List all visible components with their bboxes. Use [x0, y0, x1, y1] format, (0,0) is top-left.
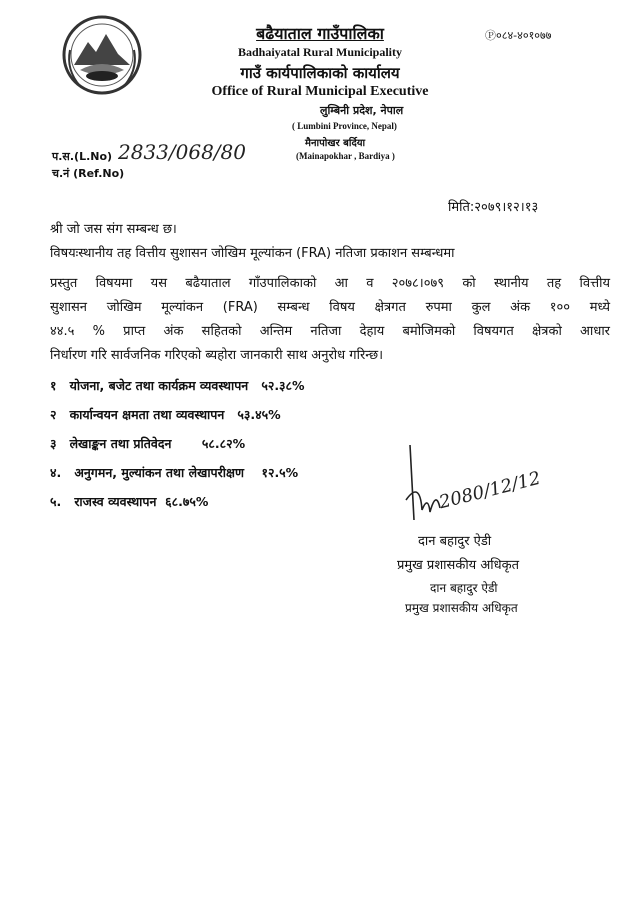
reference-number-label: च.नं (Ref.No)	[52, 167, 125, 180]
list-item	[50, 435, 245, 452]
letter-number-label: प.स.(L.No)	[52, 150, 113, 163]
body-line-3: ४४.५ % प्राप्त अंक सहितको अन्तिम नतिजा देहाय बमोजिमको विषयगत क्षेत्रको आधार	[50, 324, 610, 339]
subject: विषयःस्थानीय तह वित्तीय सुशासन जोखिम मूल्यांकन (FRA) नतिजा प्रकाशन सम्बन्धमा	[50, 246, 455, 261]
list-item	[50, 406, 281, 423]
body-line-4: निर्धारण गरि सार्वजनिक गरिएको ब्यहोरा जानकारी साथ अनुरोध गरिन्छ।	[50, 348, 384, 363]
item-label: लेखाङ्कन तथा प्रतिवेदन	[69, 436, 172, 451]
item-score: ६८.७५%	[165, 494, 209, 509]
body-line-2: सुशासन जोखिम मूल्यांकन (FRA) सम्बन्ध विषय क्षेत्रगत रुपमा कुल अंक १०० मध्ये	[50, 300, 610, 315]
office-name-english: Office of Rural Municipal Executive	[211, 84, 429, 99]
signatory-title: प्रमुख प्रशासकीय अधिकृत	[397, 558, 520, 573]
signature-date: 2080/12/12	[437, 467, 543, 514]
item-number: ३	[50, 436, 57, 451]
province-english: ( Lumbini Province, Nepal)	[292, 121, 397, 131]
list-item	[50, 493, 208, 510]
item-score: ५८.८२%	[201, 436, 246, 451]
item-number: २	[50, 407, 57, 422]
letter-date: मिति:२०७९।१२।१३	[448, 200, 539, 215]
letter-number-value: 2833/068/80	[118, 140, 246, 164]
list-item	[50, 377, 305, 394]
municipality-name-nepali: बढैयाताल गाउँपालिका	[256, 24, 384, 43]
stamp-title: प्रमुख प्रशासकीय अधिकृत	[405, 601, 518, 615]
place-nepali: मैनापोखर बर्दिया	[305, 138, 366, 149]
item-label: कार्यान्वयन क्षमता तथा व्यवस्थापन	[69, 407, 225, 422]
stamp-name: दान बहादुर ऐडी	[430, 581, 498, 595]
addressee: श्री जो जस संग सम्बन्ध छ।	[50, 222, 177, 237]
signatory-name: दान बहादुर ऐडी	[418, 534, 492, 549]
municipality-name-english: Badhaiyatal Rural Municipality	[237, 45, 403, 59]
place-english: (Mainapokhar , Bardiya )	[296, 151, 395, 161]
item-number: ४.	[50, 465, 62, 480]
item-number: १	[50, 378, 57, 393]
item-score: ५२.३८%	[261, 378, 305, 393]
body-line-1: प्रस्तुत विषयमा यस बढैयाताल गाँउपालिकाको आ व २०७८।०७९ को स्थानीय तह वित्तीय	[50, 276, 610, 291]
office-name-nepali: गाउँ कार्यपालिकाको कार्यालय	[240, 64, 400, 82]
phone-number: Ⓟ०८४-४०१०७७	[485, 29, 552, 42]
province-nepali: लुम्बिनी प्रदेश, नेपाल	[320, 104, 404, 117]
item-label: अनुगमन, मुल्यांकन तथा लेखापरीक्षण	[74, 465, 245, 480]
item-label: योजना, बजेट तथा कार्यक्रम व्यवस्थापन	[69, 378, 249, 393]
item-score: ५३.४५%	[237, 407, 281, 422]
list-item	[50, 464, 298, 481]
item-number: ५.	[50, 494, 62, 509]
item-score: १२.५%	[261, 465, 299, 480]
item-label: राजस्व व्यवस्थापन	[74, 494, 157, 509]
municipality-emblem	[60, 10, 144, 100]
